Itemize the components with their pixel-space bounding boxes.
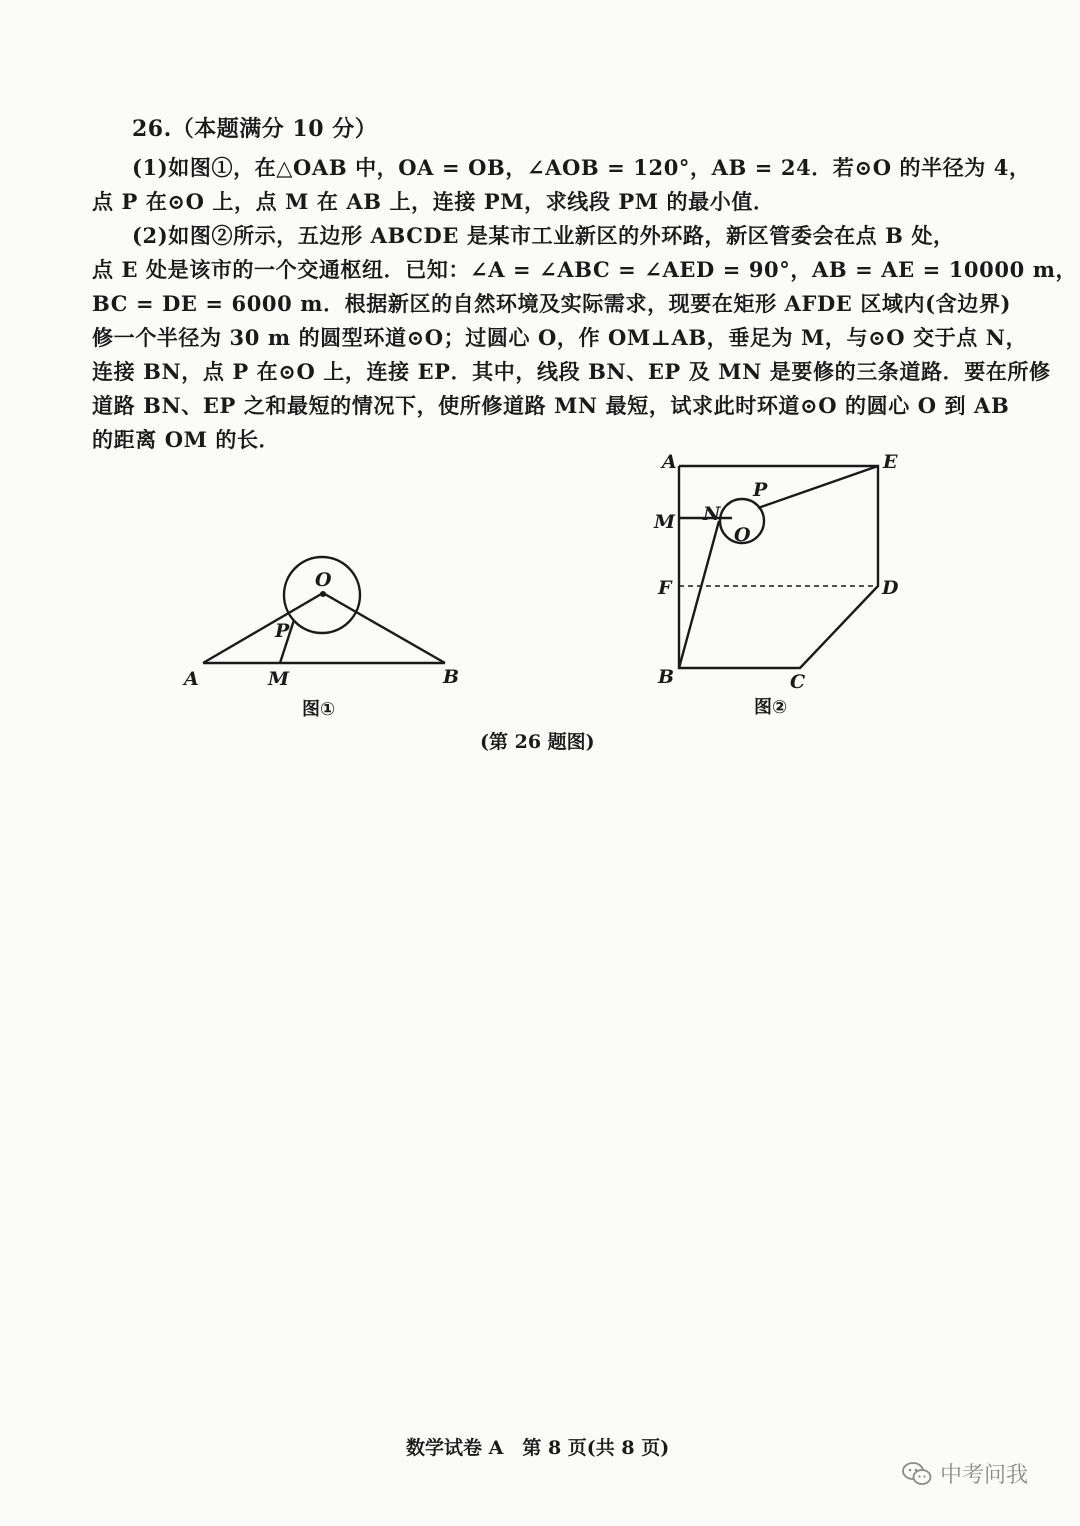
label-o: O [315, 569, 332, 591]
problem-26 [92, 112, 1078, 457]
label-f: F [658, 577, 672, 599]
figure-1-caption: 图① [302, 699, 336, 720]
pentagon-abcde [679, 466, 878, 668]
label-m: M [268, 668, 290, 690]
part-2 [92, 219, 1078, 457]
part-2-line-3: BC = DE = 6000 m．根据新区的自然环境及实际需求，现要在矩形 AFDE 区域内(含边界) [92, 291, 1011, 316]
figure-caption: (第 26 题图) [480, 731, 595, 753]
part-2-line-7: 的距离 OM 的长． [92, 427, 281, 452]
part-2-line-1: (2)如图②所示，五边形 ABCDE 是某市工业新区的外环路，新区管委会在点 B 处， [132, 223, 955, 248]
part-2-line-6: 道路 BN、EP 之和最短的情况下，使所修道路 MN 最短，试求此时环道⊙O 的圆心 O 到 AB [92, 393, 1010, 418]
label-p: P [275, 620, 290, 642]
label-o: O [734, 524, 751, 546]
label-n: N [703, 503, 721, 525]
part-2-line-4: 修一个半径为 30 m 的圆型环道⊙O；过圆心 O，作 OM⊥AB，垂足为 M，与⊙O 交于点 N， [92, 325, 1028, 350]
figure-2-caption: 图② [754, 697, 788, 718]
label-e: E [883, 451, 898, 473]
figure-1 [180, 555, 500, 725]
part-1-line-2: 点 P 在⊙O 上，点 M 在 AB 上，连接 PM，求线段 PM 的最小值． [92, 189, 775, 214]
page-footer: 数学试卷 A 第 8 页(共 8 页) [406, 1437, 670, 1459]
center-o-dot [320, 591, 326, 597]
wechat-icon [902, 1461, 932, 1487]
segment-bn [679, 521, 719, 668]
label-c: C [790, 671, 806, 693]
figure-2 [650, 448, 920, 723]
part-2-line-5: 连接 BN，点 P 在⊙O 上，连接 EP．其中，线段 BN、EP 及 MN 是要修的三条道路．要在所修 [92, 359, 1051, 384]
part-1-line-1: (1)如图①，在△OAB 中，OA = OB，∠AOB = 120°，AB = 24．若⊙O 的半径为 4， [132, 155, 1031, 180]
part-2-line-2: 点 E 处是该市的一个交通枢纽．已知：∠A = ∠ABC = ∠AED = 90°，AB = AE = 10000 m， [92, 257, 1078, 282]
label-d: D [882, 577, 899, 599]
label-b: B [658, 666, 675, 688]
watermark-text: 中考问我 [940, 1463, 1029, 1488]
segment-ep [758, 466, 878, 508]
problem-title: 26.（本题满分 10 分） [132, 116, 378, 142]
label-a: A [184, 668, 199, 690]
label-a: A [662, 451, 677, 473]
label-p: P [753, 479, 768, 501]
part-1 [92, 151, 1031, 219]
watermark [902, 1458, 1028, 1489]
label-b: B [443, 666, 460, 688]
label-m: M [654, 511, 676, 533]
